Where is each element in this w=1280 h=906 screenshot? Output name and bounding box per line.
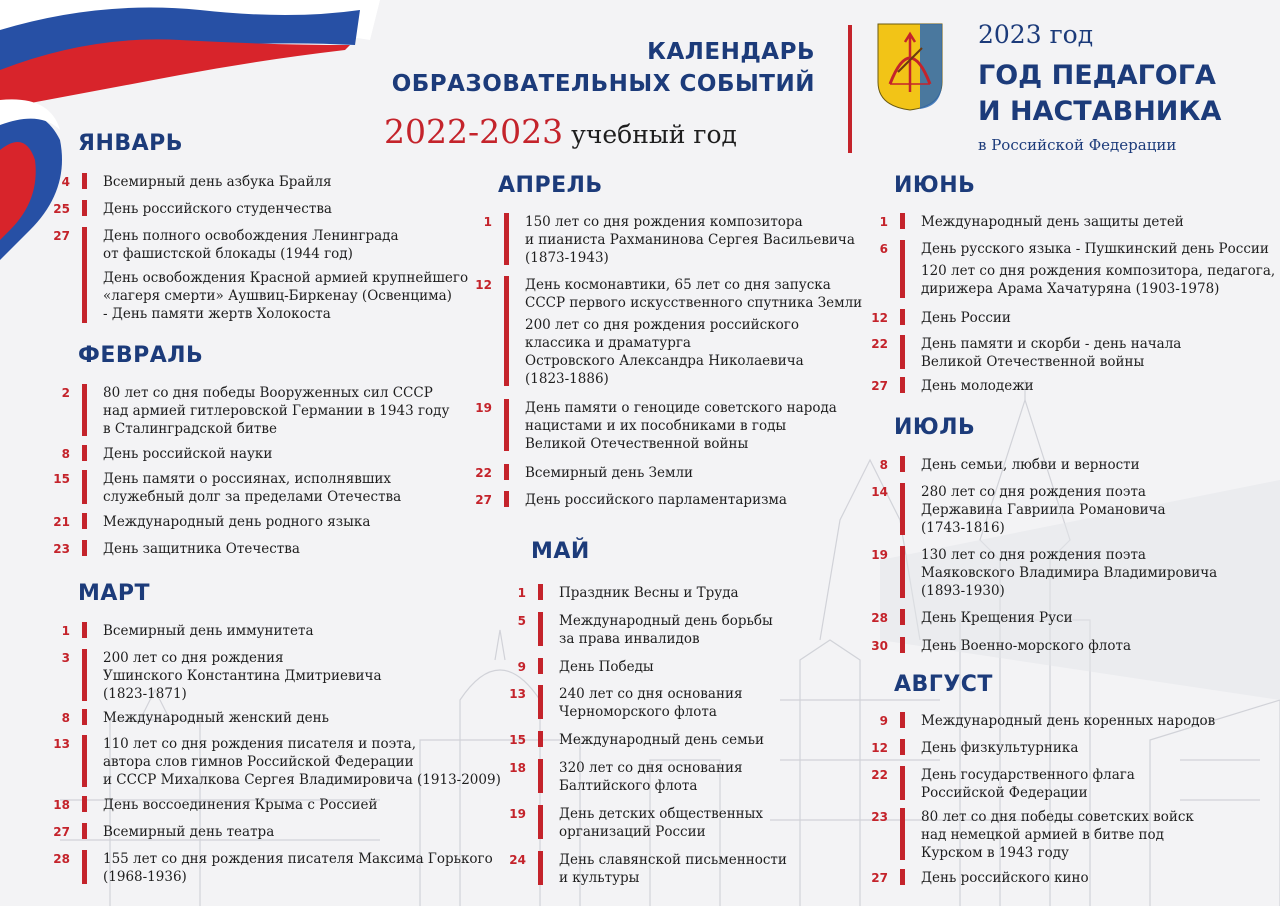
event-day: 27 — [475, 493, 492, 507]
event-item — [486, 584, 739, 602]
event-day: 23 — [871, 810, 888, 824]
event-day: 28 — [53, 852, 70, 866]
event-marker — [82, 649, 87, 701]
event-marker — [82, 735, 87, 787]
event-day: 27 — [53, 825, 70, 839]
event-item — [848, 546, 1217, 600]
event-day: 19 — [509, 807, 526, 821]
event-marker — [900, 377, 905, 393]
event-marker — [538, 805, 543, 839]
event-item — [30, 850, 493, 886]
event-item — [30, 470, 401, 506]
event-marker — [538, 584, 543, 600]
event-marker — [538, 685, 543, 719]
event-marker — [82, 445, 87, 461]
event-item — [30, 796, 378, 814]
event-marker — [900, 712, 905, 728]
event-text: День российского кино — [921, 870, 1089, 886]
event-item — [30, 649, 382, 703]
event-day: 12 — [871, 311, 888, 325]
event-text: Международный день борьбы за права инвалидов — [559, 613, 773, 647]
event-text: День Военно-морского флота — [921, 638, 1132, 654]
event-text: День государственного флага Российской Федерации — [921, 767, 1135, 801]
event-item — [30, 513, 370, 531]
event-item — [30, 200, 332, 218]
event-day: 18 — [53, 798, 70, 812]
academic-years: 2022-2023 — [384, 112, 564, 151]
event-day: 19 — [871, 548, 888, 562]
event-marker — [900, 456, 905, 472]
event-item — [30, 227, 468, 323]
event-item — [848, 808, 1194, 862]
event-text: День защитника Отечества — [103, 541, 300, 557]
event-day: 8 — [879, 458, 888, 472]
theme-title — [978, 58, 1221, 130]
event-item — [452, 491, 787, 509]
event-item — [848, 377, 1034, 395]
event-text: 240 лет со дня основания Черноморского флота — [559, 686, 743, 720]
month-may: МАЙ — [531, 539, 590, 564]
event-day: 13 — [509, 687, 526, 701]
event-day: 27 — [53, 229, 70, 243]
event-marker — [82, 823, 87, 839]
event-marker — [900, 546, 905, 598]
event-day: 27 — [871, 871, 888, 885]
event-text: 110 лет со дня рождения писателя и поэта, автора слов гимнов Российской Федерации и СССР Михалкова Сергея Владимировича (1913-2009) — [103, 736, 501, 788]
event-text: Международный женский день — [103, 710, 329, 726]
event-marker — [538, 851, 543, 885]
event-text: Международный день коренных народов — [921, 713, 1216, 729]
event-item — [30, 540, 300, 558]
event-day: 12 — [871, 741, 888, 755]
event-item — [452, 464, 693, 482]
event-text: День славянской письменности и культуры — [559, 852, 787, 886]
event-text: 200 лет со дня рождения Ушинского Константина Дмитриевича (1823-1871) — [103, 650, 382, 702]
academic-year-label: учебный год — [571, 120, 737, 149]
event-day: 6 — [879, 242, 888, 256]
event-marker — [538, 612, 543, 646]
event-item — [486, 685, 742, 721]
event-text: День российского студенчества — [103, 201, 332, 217]
event-marker — [900, 240, 905, 298]
event-text: День памяти о россиянах, исполнявших служебный долг за пределами Отечества — [103, 471, 402, 505]
event-text: День Победы — [559, 659, 654, 675]
event-marker — [504, 276, 509, 386]
event-item — [848, 309, 1011, 327]
event-marker — [82, 513, 87, 529]
event-marker — [82, 384, 87, 436]
event-text: День российского парламентаризма — [525, 492, 787, 508]
event-item — [848, 483, 1166, 537]
event-marker — [900, 335, 905, 369]
event-marker — [900, 309, 905, 325]
event-day: 30 — [871, 639, 888, 653]
event-text: 80 лет со дня победы Вооруженных сил СССР над армией гитлеровской Германии в 1943 году в Сталинградской битве — [103, 385, 450, 437]
event-text: Всемирный день азбука Брайля — [103, 174, 332, 190]
event-marker — [900, 483, 905, 535]
event-marker — [82, 709, 87, 725]
event-item — [30, 445, 272, 463]
title-line-2: ОБРАЗОВАТЕЛЬНЫХ СОБЫТИЙ — [391, 71, 815, 97]
event-item — [848, 739, 1078, 757]
event-item — [30, 173, 332, 191]
event-marker — [82, 200, 87, 216]
event-text: 150 лет со дня рождения композитора и пианиста Рахманинова Сергея Васильевича (1873-1943) — [525, 214, 855, 266]
event-day: 18 — [509, 761, 526, 775]
event-text: Международный день родного языка — [103, 514, 371, 530]
event-item — [486, 658, 654, 676]
event-text: Праздник Весны и Труда — [559, 585, 739, 601]
event-item — [486, 731, 764, 749]
event-item — [848, 712, 1215, 730]
theme-title-line-1: ГОД ПЕДАГОГА — [978, 60, 1216, 91]
event-day: 28 — [871, 611, 888, 625]
theme-title-line-2: И НАСТАВНИКА — [978, 96, 1222, 127]
event-marker — [82, 227, 87, 323]
event-text: День памяти о геноциде советского народа нацистами и их пособниками в годы Великой Отечественной войны — [525, 400, 837, 452]
event-day: 8 — [61, 447, 70, 461]
event-day: 1 — [517, 586, 526, 600]
event-day: 14 — [871, 485, 888, 499]
event-text: 320 лет со дня основания Балтийского флота — [559, 760, 743, 794]
event-text: 80 лет со дня победы советских войск над немецкой армией в битве под Курском в 1943 году — [921, 809, 1194, 861]
event-day: 19 — [475, 401, 492, 415]
event-marker — [82, 796, 87, 812]
event-text: День детских общественных организаций России — [559, 806, 764, 840]
event-day: 4 — [61, 175, 70, 189]
month-january: ЯНВАРЬ — [78, 131, 184, 156]
event-day: 22 — [871, 768, 888, 782]
event-day: 22 — [475, 466, 492, 480]
event-marker — [82, 173, 87, 189]
event-marker — [900, 869, 905, 885]
event-day: 9 — [517, 660, 526, 674]
academic-year — [384, 112, 737, 151]
event-marker — [82, 470, 87, 504]
event-item — [30, 735, 501, 789]
event-item — [848, 213, 1184, 231]
event-item — [486, 851, 787, 887]
event-item — [452, 399, 837, 453]
event-item — [848, 637, 1131, 655]
event-day: 15 — [509, 733, 526, 747]
event-day: 25 — [53, 202, 70, 216]
event-day: 8 — [61, 711, 70, 725]
event-text: День Крещения Руси — [921, 610, 1073, 626]
event-item — [486, 759, 742, 795]
event-item — [848, 335, 1181, 371]
event-marker — [900, 213, 905, 229]
calendar-title — [392, 36, 815, 100]
event-marker — [504, 464, 509, 480]
event-marker — [900, 739, 905, 755]
event-text: День физкультурника — [921, 740, 1079, 756]
event-text: День воссоединения Крыма с Россией — [103, 797, 378, 813]
event-text: Всемирный день театра — [103, 824, 275, 840]
event-text: День русского языка - Пушкинский день России 120 лет со дня рождения композитора, педагога, дирижера Арама Хачатуряна (1903-1978) — [921, 241, 1276, 297]
event-text: День молодежи — [921, 378, 1034, 394]
event-item — [848, 766, 1135, 802]
event-item — [848, 869, 1089, 887]
event-day: 5 — [517, 614, 526, 628]
header-divider — [848, 25, 852, 153]
event-day: 3 — [61, 651, 70, 665]
event-item — [30, 384, 449, 438]
event-text: Международный день защиты детей — [921, 214, 1184, 230]
event-item — [30, 823, 274, 841]
event-item — [848, 240, 1275, 298]
event-day: 9 — [879, 714, 888, 728]
event-item — [452, 276, 862, 388]
event-text: 155 лет со дня рождения писателя Максима Горького (1968-1936) — [103, 851, 493, 885]
event-day: 27 — [871, 379, 888, 393]
kirov-coat-of-arms-icon — [876, 22, 944, 112]
theme-year: 2023 год — [978, 20, 1094, 49]
event-marker — [504, 399, 509, 451]
event-day: 21 — [53, 515, 70, 529]
event-item — [30, 622, 314, 640]
event-item — [452, 213, 855, 267]
event-marker — [504, 491, 509, 507]
theme-subtitle: в Российской Федерации — [978, 136, 1177, 154]
event-marker — [900, 808, 905, 860]
month-february: ФЕВРАЛЬ — [78, 343, 204, 368]
event-marker — [900, 637, 905, 653]
event-day: 1 — [879, 215, 888, 229]
event-marker — [538, 731, 543, 747]
event-day: 24 — [509, 853, 526, 867]
event-marker — [538, 658, 543, 674]
event-text: День семьи, любви и верности — [921, 457, 1140, 473]
event-text: День российской науки — [103, 446, 273, 462]
month-august: АВГУСТ — [894, 672, 993, 697]
event-marker — [900, 609, 905, 625]
event-marker — [82, 850, 87, 884]
month-april: АПРЕЛЬ — [498, 173, 603, 198]
event-text: 130 лет со дня рождения поэта Маяковского Владимира Владимировича (1893-1930) — [921, 547, 1218, 599]
event-day: 2 — [61, 386, 70, 400]
event-day: 23 — [53, 542, 70, 556]
event-text: День России — [921, 310, 1011, 326]
event-text: День памяти и скорби - день начала Великой Отечественной войны — [921, 336, 1182, 370]
event-text: День космонавтики, 65 лет со дня запуска СССР первого искусственного спутника Земли 200 лет со дня рождения российского классика и драматурга Островского Александра Николаевича (1823-1886) — [525, 277, 863, 387]
event-text: Всемирный день Земли — [525, 465, 694, 481]
event-item — [486, 805, 763, 841]
event-item — [848, 609, 1073, 627]
event-marker — [900, 766, 905, 800]
month-march: МАРТ — [78, 581, 151, 606]
event-item — [848, 456, 1140, 474]
event-marker — [82, 540, 87, 556]
event-item — [486, 612, 773, 648]
event-text: Международный день семьи — [559, 732, 764, 748]
event-text: Всемирный день иммунитета — [103, 623, 314, 639]
month-june: ИЮНЬ — [894, 173, 976, 198]
event-text: День полного освобождения Ленинграда от фашистской блокады (1944 год) День освобождения Красной армией крупнейшего «лагеря смерти» Аушвиц-Биркенау (Освенцима) - День памяти жертв Холокоста — [103, 228, 469, 322]
event-day: 12 — [475, 278, 492, 292]
title-line-1: КАЛЕНДАРЬ — [647, 39, 815, 65]
event-day: 1 — [483, 215, 492, 229]
event-day: 13 — [53, 737, 70, 751]
event-text: 280 лет со дня рождения поэта Державина Гавриила Романовича (1743-1816) — [921, 484, 1166, 536]
event-item — [30, 709, 329, 727]
event-day: 22 — [871, 337, 888, 351]
event-day: 15 — [53, 472, 70, 486]
event-marker — [82, 622, 87, 638]
event-day: 1 — [61, 624, 70, 638]
event-marker — [538, 759, 543, 793]
month-july: ИЮЛЬ — [894, 415, 976, 440]
event-marker — [504, 213, 509, 265]
